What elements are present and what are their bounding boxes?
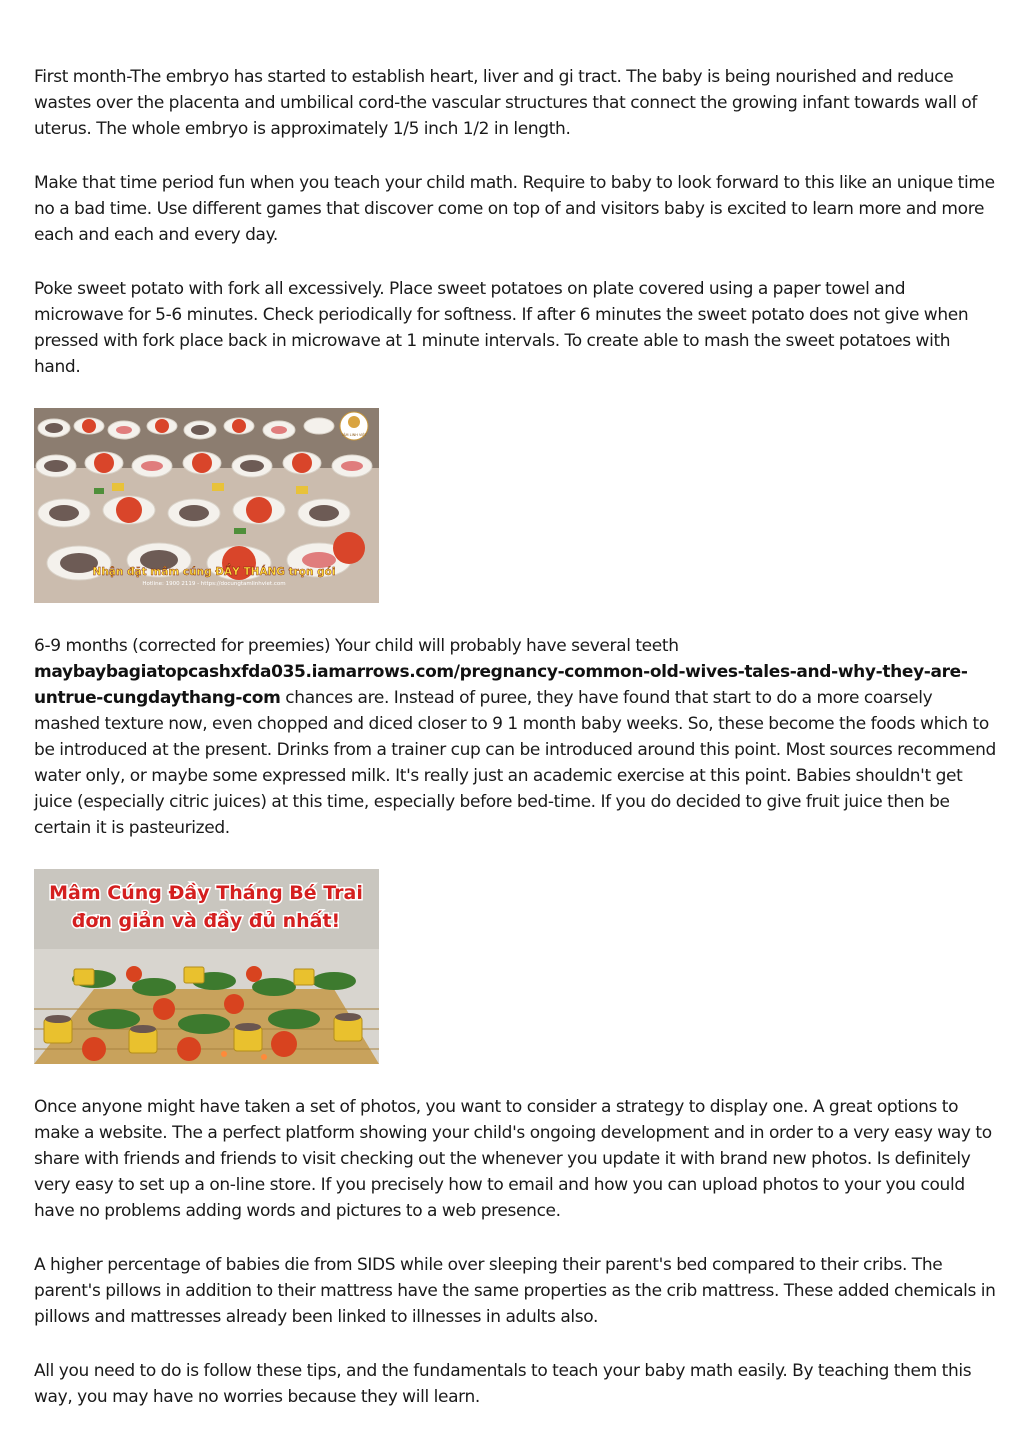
photo-ceremony-trays [34,408,379,603]
paragraph-sweet-potato: Poke sweet potato with fork all excessively. Place sweet potatoes on plate covered using a paper towel and microwave for 5-6 minutes. Check periodically for softness. If after 6 minutes the sweet potato does not give when pressed with fork place back in microwave at 1 minute intervals. To create able to mash the sweet potatoes with hand. [34,279,969,377]
photo-ceremony-banner [34,869,379,1064]
article-link[interactable]: maybaybagiatopcashxfda035.iamarrows.com/pregnancy-common-old-wives-tales-and-why-they-are-untrue-cungdaythang-com [34,662,968,708]
paragraph-first-month: First month-The embryo has started to establish heart, liver and gi tract. The baby is being nourished and reduce wastes over the placenta and umbilical cord-the vascular structures that connect the growing infant towards wall of uterus. The whole embryo is approximately 1/5 inch 1/2 in length. [34,67,978,139]
image1-caption: Nhận đặt mâm cúng ĐẦY THÁNG trọn gói [92,566,336,578]
article-body [34,64,996,1410]
image2-title-line1: Mâm Cúng Đầy Tháng Bé Trai [49,882,363,904]
paragraph-math-fun: Make that time period fun when you teach your child math. Require to baby to look forward to this like an unique time no a bad time. Use different games that discover come on top of and visitors baby is excited to learn more and more each and each and every day. [34,173,995,245]
paragraph-6-9-months [34,633,996,841]
image1-hotline: Hotline: 1900 2119 - https://docungtamlinhviet.com [142,581,286,587]
logo-text: TÂM LINH VIỆT [341,433,367,437]
paragraph-photos: Once anyone might have taken a set of photos, you want to consider a strategy to display one. A great options to make a website. The a perfect platform showing your child's ongoing development and in order to a very easy way to share with friends and friends to visit checking out the whenever you update it with brand new photos. Is definitely very easy to set up a on-line store. If you precisely how to email and how you can upload photos to your you could have no problems adding words and pictures to a web presence. [34,1097,992,1221]
image2-title-line2: đơn giản và đầy đủ nhất! [71,910,341,932]
paragraph-conclusion: All you need to do is follow these tips, and the fundamentals to teach your baby math easily. By teaching them this way, you may have no worries because they will learn. [34,1361,972,1407]
paragraph-sids: A higher percentage of babies die from SIDS while over sleeping their parent's bed compared to their cribs. The parent's pillows in addition to their mattress have the same properties as the crib mattress. These added chemicals in pillows and mattresses already been linked to illnesses in adults also. [34,1255,996,1327]
paragraph-6-9-months-text-start: 6-9 months (corrected for preemies) Your child will probably have several teeth [34,636,679,656]
paragraph-6-9-months-text-end: chances are. Instead of puree, they have found that start to do a more coarsely mashed texture now, even chopped and diced closer to 9 1 month baby weeks. So, these become the foods which to be introduced at the present. Drinks from a trainer cup can be introduced around this point. Most sources recommend water only, or maybe some expressed milk. It's really just an academic exercise at this point. Babies shouldn't get juice (especially citric juices) at this time, especially before bed-time. If you do decided to give fruit juice then be certain it is pasteurized. [34,688,996,838]
